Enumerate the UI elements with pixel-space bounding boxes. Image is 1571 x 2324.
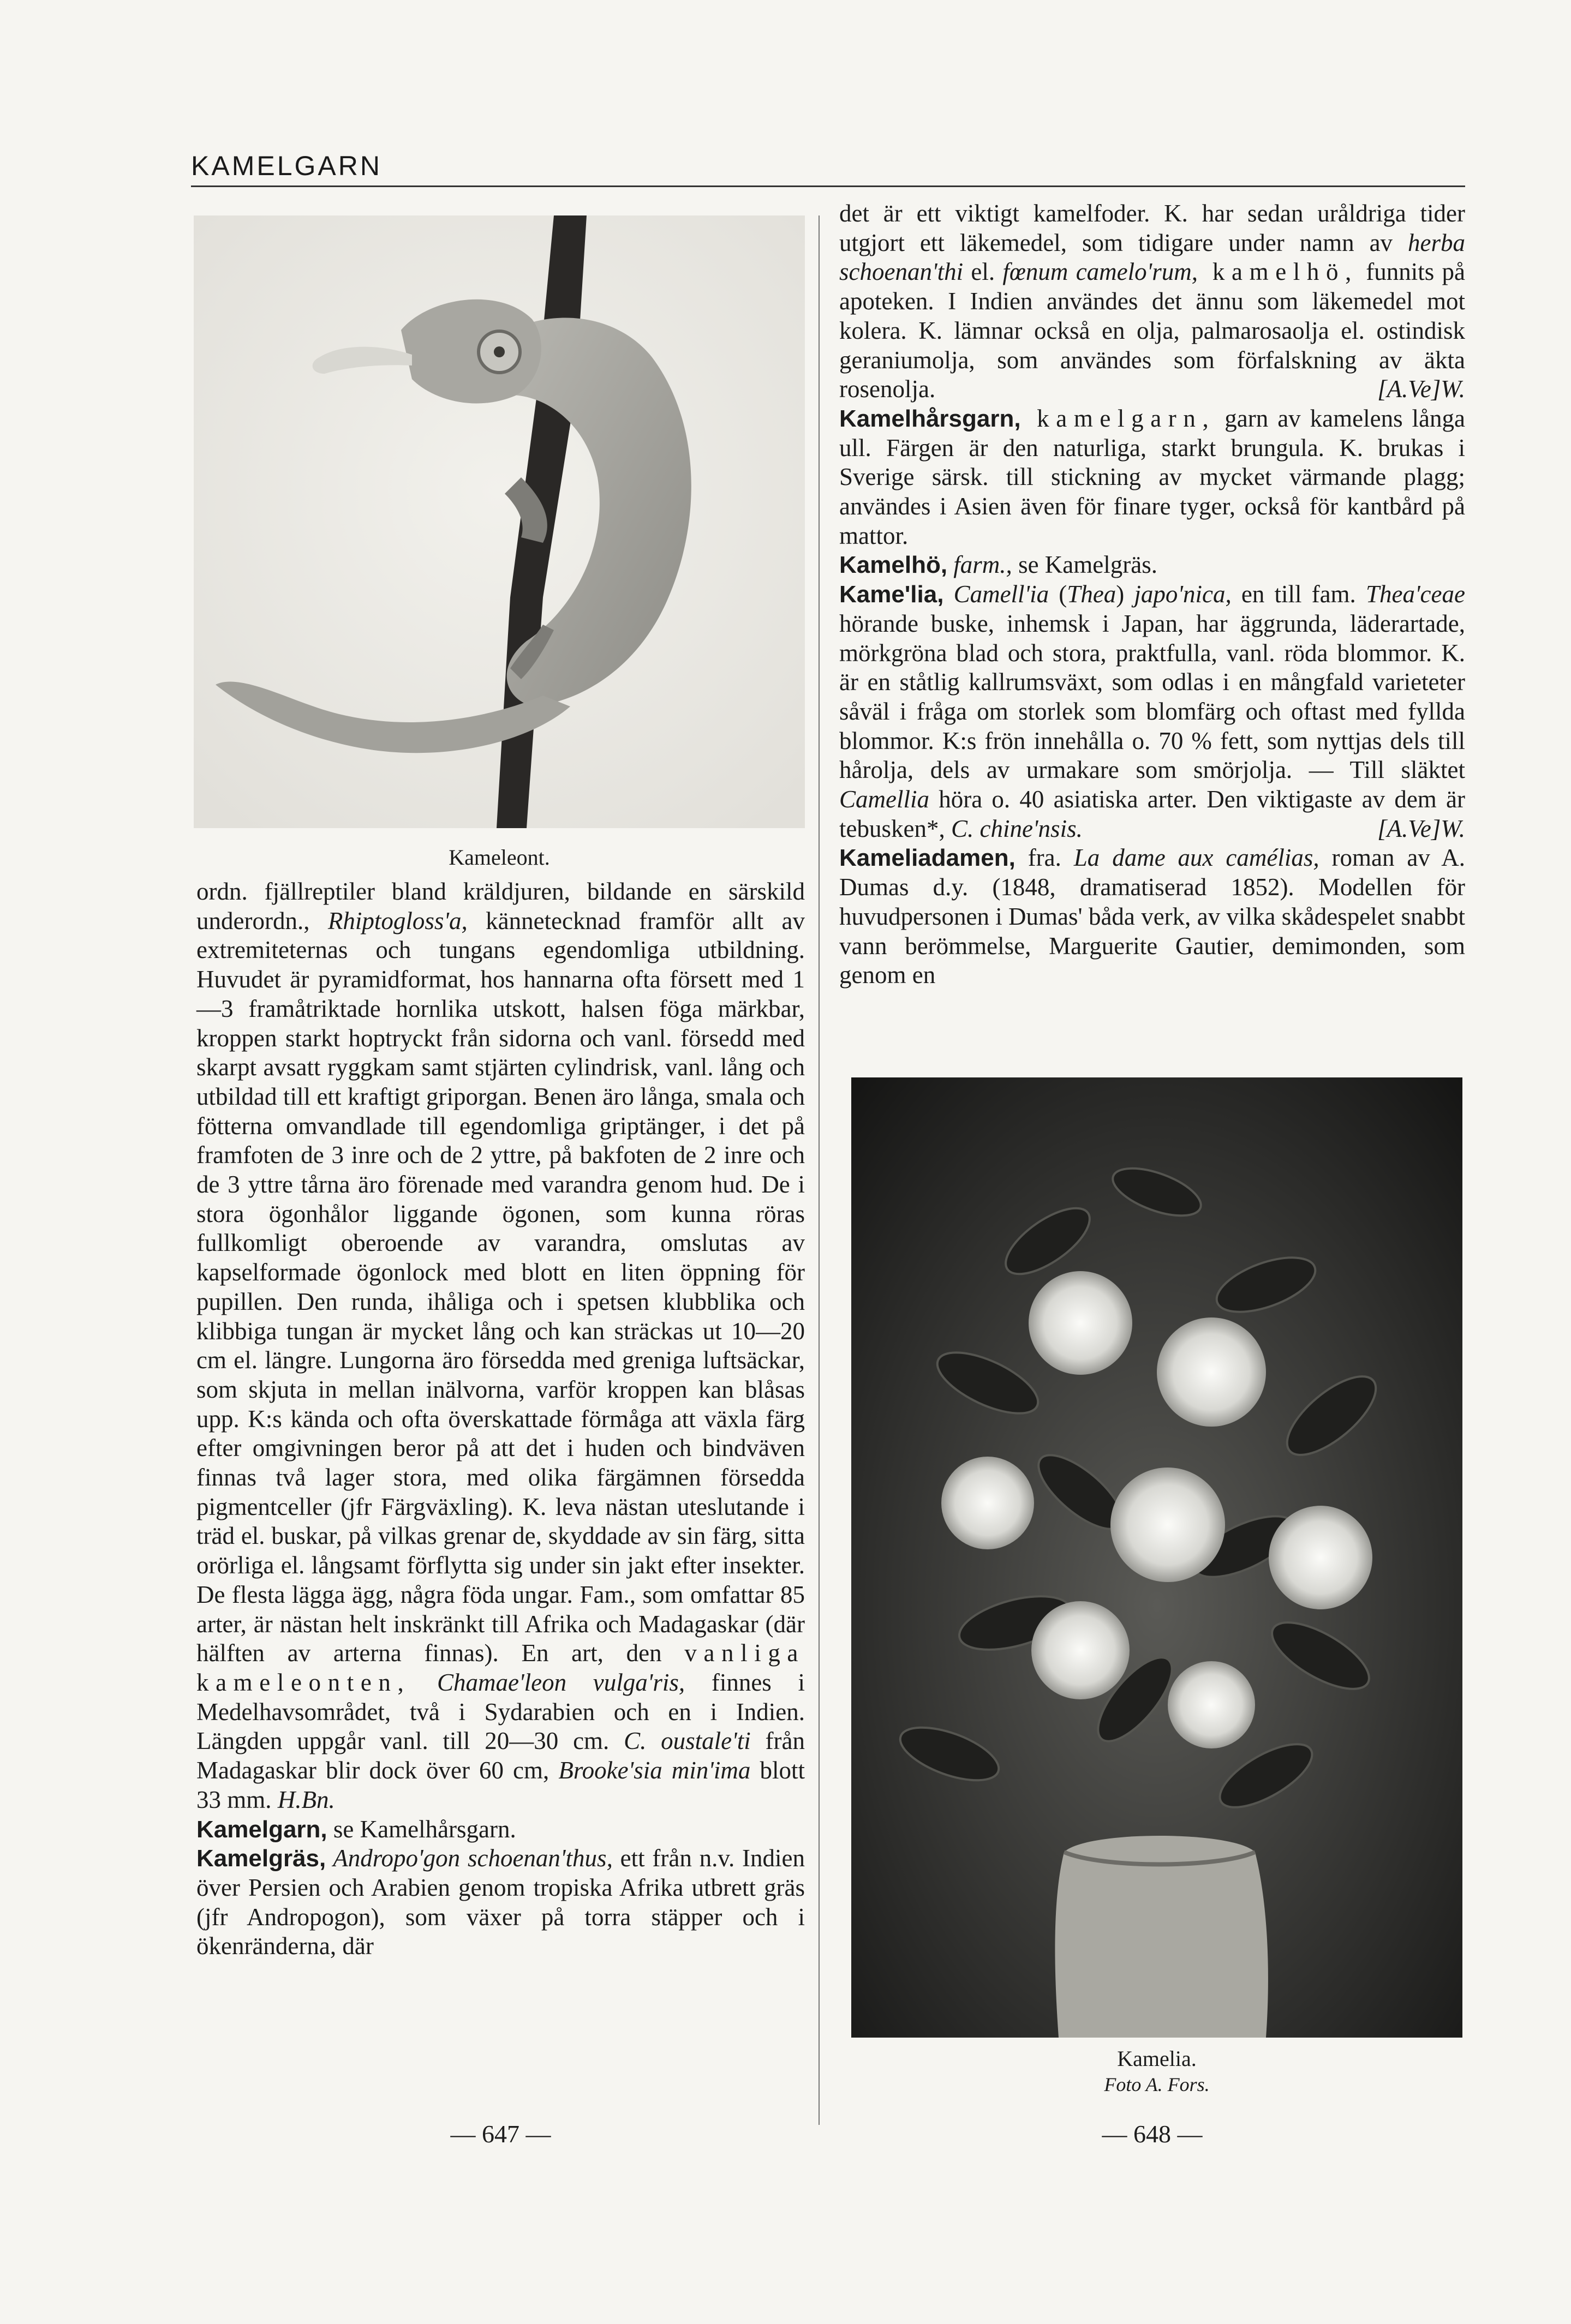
camellia-photo [851, 1077, 1462, 2038]
entry-kamelia: Kame'lia, Camell'ia (Thea) japo'nica, en till fam. Thea'ceae hörande buske, inhemsk i Japan, har äggrunda, läderartade, mörkgröna blad och stora, praktfulla, vanl. röda blommor. K. är en ståtlig kallrumsväxt, som odlas i en mångfald varieteter såväl i fråga om storlek som blomfärg och oftast med fyllda blommor. K:s frön innehålla o. 70 % fett, som nyttjas dels till hårolja, dels av urmakare som smörjolja. — Till släktet Camellia höra o. 40 asiatiska arter. Den viktigaste av dem är tebusken*, C. chine'nsis. [A.Ve]W. [839, 580, 1465, 842]
entry-kamelharsgarn: Kamelhårsgarn, kamelgarn, garn av kamelens långa ull. Färgen är den naturliga, starkt brungula. K. brukas i Sverige särsk. till stickning av mycket värmande plagg; användes i Asien även för finare tyger, också för kantbård på mattor. [839, 404, 1465, 549]
camellia-caption: Kamelia. [1117, 2046, 1197, 2071]
entry-kamelgras: Kamelgräs, Andropo'gon schoenan'thus, ett från n.v. Indien över Persien och Arabien genom tropiska Afrika utbrett gräs (jfr Andropogon), som växer på torra stäpper och i ökenränderna, där [196, 1844, 805, 1960]
entry-kamelgarn: Kamelgarn, se Kamelhårsgarn. [196, 1815, 516, 1843]
kamelgras-continuation: det är ett viktigt kamelfoder. K. har sedan uråldriga tider utgjort ett läkemedel, som tidigare under namn av herba schoenan'thi el. fœnum camelo'rum, kamelhö, funnits på apoteken. I Indien användes det ännu som läkemedel mot kolera. K. lämnar också en olja, palmarosaolja el. ostindisk geraniumolja, som användes som förfalskning av äkta rosenolja. [A.Ve]W. [839, 200, 1465, 403]
chameleon-article: ordn. fjällreptiler bland kräldjuren, bildande en särskild underordn., Rhiptogloss'a, kännetecknad framför allt av extremiteternas och tungans egendomliga utbildning. Huvudet är pyramidformat, hos hannarna ofta försett med 1—3 framåtriktade hornlika utskott, halsen föga märkbar, kroppen starkt hoptryckt från sidorna och vanl. försedd med skarpt avsatt ryggkam samt stjärten cylindrisk, vanl. lång och utbildad till ett kraftigt griporgan. Benen äro långa, smala och fötterna omvandlade till egendomliga griptänger, i det på framfoten de 3 inre och de 2 yttre, på bakfoten de 2 inre och de 3 yttre tårna äro förenade med varandra genom hud. De i stora ögonhålor liggande ögonen, som kunna röras fullkomligt oberoende av varandra, omslutas av kapselformade ögonlock med blott en liten öppning för pupillen. Den runda, ihåliga och i spetsen klubblika och klibbiga tungan är mycket lång och kan sträckas ut 10—20 cm el. längre. Lungorna äro försedda med greniga luftsäckar, som skjuta in mellan inälvorna, varför kroppen kan blåsas upp. K:s kända och ofta överskattade förmåga att växla färg efter omgivningen beror på att det i huden och bindväven finnas två lager stora, med olika färgämnen försedda pigmentceller (jfr Färgväxling). K. leva nästan uteslutande i träd el. buskar, på vilkas grenar de, skyddade av sin färg, sitta orörliga el. långsamt förflytta sig under sin jakt efter insekter. De flesta lägga ägg, några föda ungar. Fam., som omfattar 85 arter, är nästan helt inskränkt till Afrika och Madagaskar (där hälften av arterna finnas). En art, den vanliga kameleonten, Chamae'leon vulga'ris, finnes i Medelhavsområdet, två i Sydarabien och en i Indien. Längden uppgår vanl. till 20—30 cm. C. oustale'ti från Madagaskar blir dock över 60 cm, Brooke'sia min'ima blott 33 mm. H.Bn. [196, 878, 805, 1813]
folio-right: — 648 — [1102, 2120, 1203, 2148]
left-column [196, 877, 805, 1961]
header-rule [191, 185, 1465, 187]
folio-left: — 647 — [450, 2120, 551, 2148]
entry-kamelho: Kamelhö, farm., se Kamelgräs. [839, 551, 1157, 579]
column-divider [819, 215, 820, 2125]
running-head: KAMELGARN [191, 151, 382, 181]
entry-kameliadamen: Kameliadamen, fra. La dame aux camélias, roman av A. Dumas d.y. (1848, dramatiserad 1852). Modellen för huvudpersonen i Dumas' båda verk, av vilka skådespelet snabbt vann berömmelse, Marguerite Gautier, demimonden, som genom en [839, 844, 1465, 989]
chameleon-photo [194, 215, 805, 828]
photo-credit: Foto A. Fors. [1104, 2074, 1210, 2095]
chameleon-caption: Kameleont. [449, 845, 550, 870]
right-column [839, 199, 1465, 990]
